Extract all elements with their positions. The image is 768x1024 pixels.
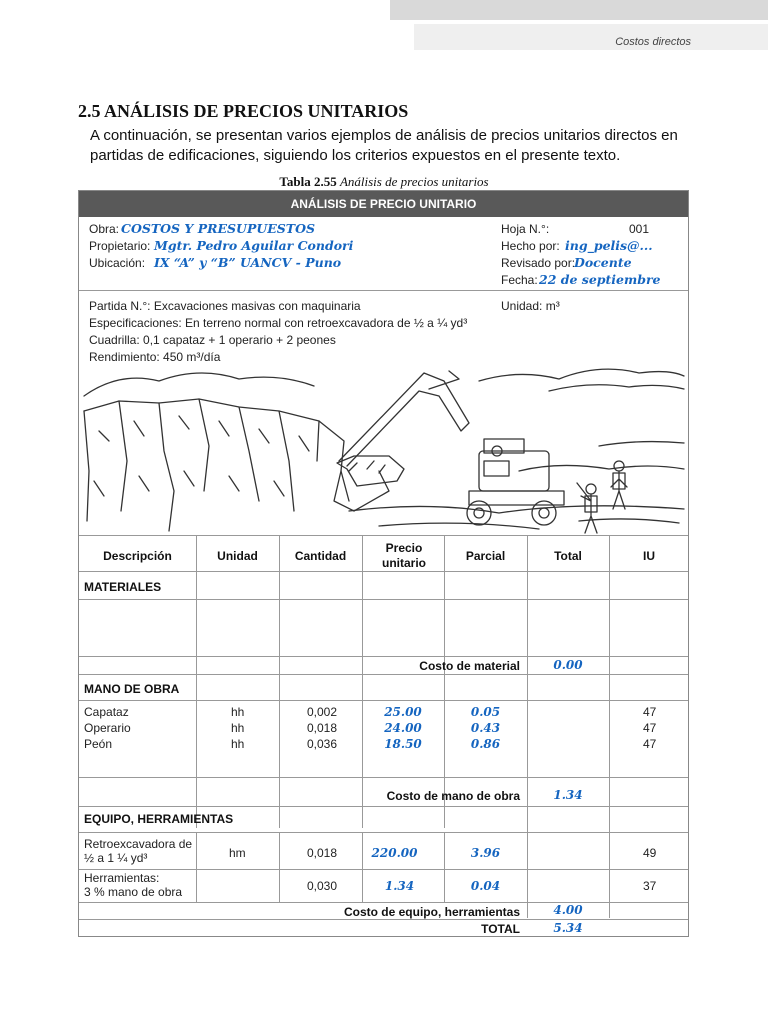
mo-row-desc: Peón	[84, 737, 113, 751]
materiales-cost-value: 0.00	[553, 658, 583, 672]
especificaciones-text: Especificaciones: En terreno normal con retroexcavadora de ½ a ¼ yd³	[89, 316, 468, 330]
rendimiento-text: Rendimiento: 450 m³/día	[89, 350, 221, 364]
mo-row-price: 18.50	[384, 737, 422, 751]
fecha-value: 22 de septiembre	[539, 272, 661, 287]
revisado-value: Docente	[574, 255, 632, 270]
equipo-title: EQUIPO, HERRAMIENTAS	[84, 812, 234, 826]
header-bar	[390, 0, 768, 20]
materiales-title: MATERIALES	[84, 580, 162, 594]
excavator-illustration	[79, 351, 688, 536]
mo-row-iu: 47	[643, 705, 657, 719]
caption-number: Tabla 2.55	[279, 174, 337, 189]
mo-row-unit: hh	[231, 705, 245, 719]
materiales-cost-label: Costo de material	[419, 659, 520, 673]
caption-title: Análisis de precios unitarios	[339, 174, 489, 189]
mo-row-price: 25.00	[384, 705, 422, 719]
hecho-label: Hecho por:	[501, 239, 560, 253]
cuadrilla-text: Cuadrilla: 0,1 capataz + 1 operario + 2 peones	[89, 333, 336, 347]
eq-row-unit: hm	[229, 846, 246, 860]
revisado-label: Revisado por:	[501, 256, 576, 270]
ubicacion-value: IX “A” y “B” UANCV - Puno	[154, 255, 342, 270]
fecha-label: Fecha:	[501, 273, 538, 287]
eq-row-partial: 0.04	[470, 879, 501, 893]
mo-row-qty: 0,018	[307, 721, 338, 735]
total-label: TOTAL	[481, 922, 520, 936]
obra-value: COSTOS Y PRESUPUESTOS	[121, 221, 316, 236]
mo-row-iu: 47	[643, 721, 657, 735]
eq-row-desc: Retroexcavadora de	[84, 837, 193, 851]
eq-row-desc: Herramientas:	[84, 871, 160, 885]
running-header: Costos directos	[615, 36, 691, 48]
col-cantidad: Cantidad	[294, 549, 347, 563]
sheet-title: ANÁLISIS DE PRECIO UNITARIO	[79, 191, 688, 217]
eq-row-qty: 0,030	[307, 879, 338, 893]
mo-row-unit: hh	[231, 737, 245, 751]
total-value: 5.34	[553, 921, 583, 935]
unidad-text: Unidad: m³	[501, 299, 560, 313]
intro-paragraph: A continuación, se presentan varios ejemplos de análisis de precios unitarios directos en partidas de edificaciones, siguiendo los criterios expuestos en el presente texto.	[90, 127, 678, 164]
hoja-label: Hoja N.°:	[501, 222, 550, 236]
mano-obra-cost-label: Costo de mano de obra	[386, 789, 520, 803]
eq-row-qty: 0,018	[307, 846, 338, 860]
mo-row-partial: 0.86	[470, 737, 501, 751]
col-unidad: Unidad	[217, 549, 258, 563]
mo-row-desc: Operario	[84, 721, 131, 735]
mo-row-unit: hh	[231, 721, 245, 735]
unit-price-sheet	[78, 190, 689, 937]
equipo-cost-value: 4.00	[553, 903, 583, 917]
partida-text: Partida N.°: Excavaciones masivas con maquinaria	[89, 299, 361, 313]
eq-row-desc-2: ½ a 1 ¼ yd³	[84, 851, 148, 865]
col-total: Total	[554, 549, 582, 563]
eq-row-partial: 3.96	[470, 846, 501, 860]
propietario-label: Propietario:	[89, 239, 151, 253]
hecho-value: ing_pelis@...	[565, 238, 653, 253]
table-caption	[0, 174, 768, 190]
equipo-cost-label: Costo de equipo, herramientas	[343, 905, 520, 919]
propietario-value: Mgtr. Pedro Aguilar Condori	[154, 238, 354, 253]
eq-row-desc-2: 3 % mano de obra	[84, 885, 183, 899]
obra-label: Obra:	[89, 222, 120, 236]
col-iu: IU	[643, 549, 655, 563]
mano-obra-title: MANO DE OBRA	[84, 682, 180, 696]
mo-row-qty: 0,036	[307, 737, 338, 751]
mo-row-iu: 47	[643, 737, 657, 751]
section-title: 2.5 ANÁLISIS DE PRECIOS UNITARIOS	[78, 101, 409, 121]
eq-row-price: 220.00	[371, 846, 418, 860]
eq-row-iu: 49	[643, 846, 657, 860]
col-parcial: Parcial	[465, 549, 506, 563]
col-precio-unitario: Precio unitario	[382, 541, 426, 570]
mo-row-price: 24.00	[384, 721, 422, 735]
eq-row-price: 1.34	[384, 879, 415, 893]
col-descripcion: Descripción	[103, 549, 172, 563]
mano-obra-cost-value: 1.34	[553, 788, 583, 802]
hoja-value: 001	[629, 222, 650, 236]
mo-row-desc: Capataz	[84, 705, 129, 719]
header-bar-secondary	[414, 24, 768, 50]
mo-row-partial: 0.05	[470, 705, 501, 719]
mo-row-partial: 0.43	[470, 721, 501, 735]
eq-row-iu: 37	[643, 879, 657, 893]
mo-row-qty: 0,002	[307, 705, 338, 719]
ubicacion-label: Ubicación:	[89, 256, 146, 270]
